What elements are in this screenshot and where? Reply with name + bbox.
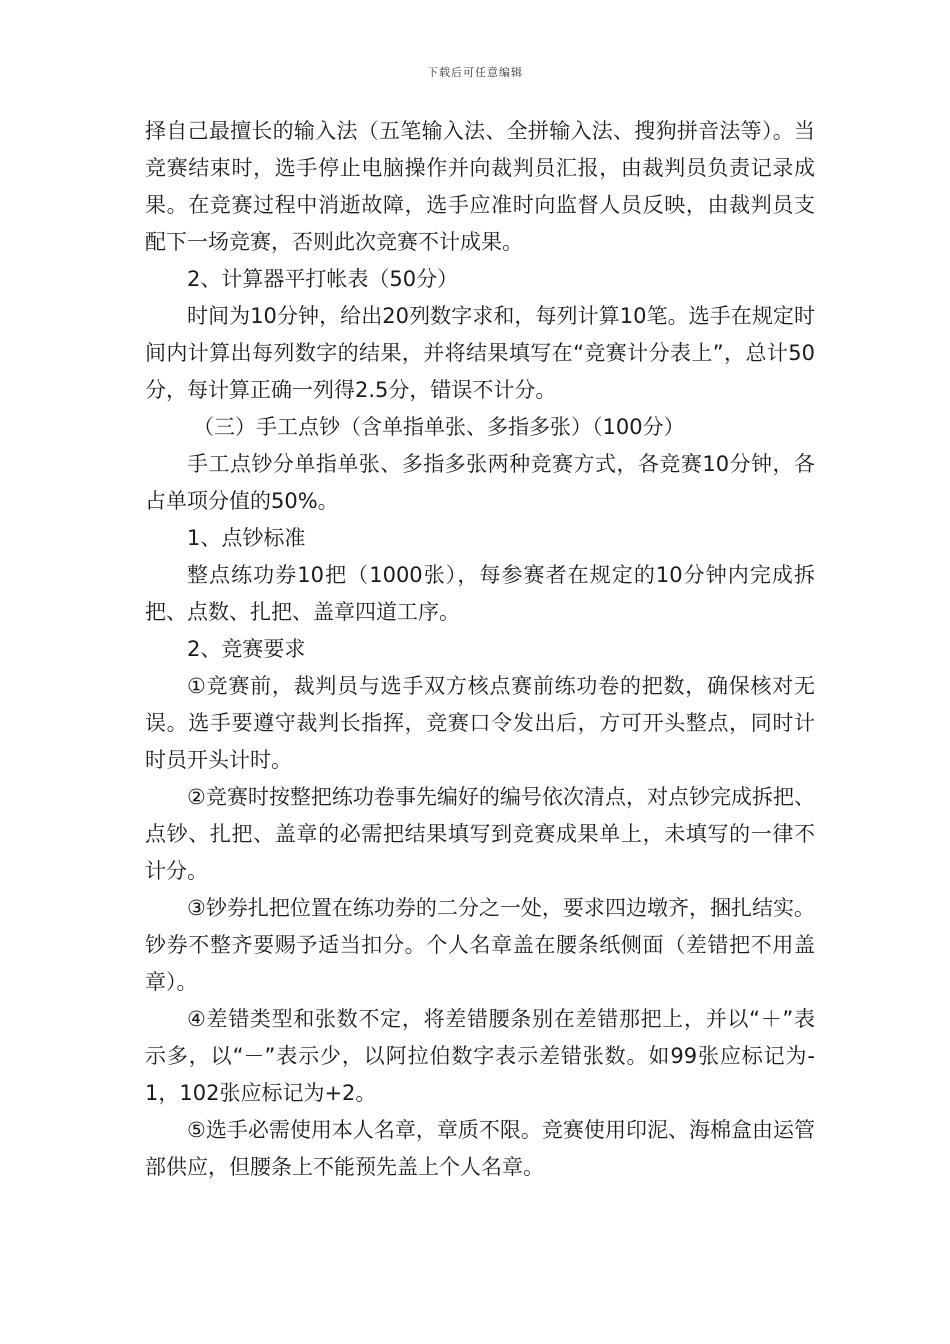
- document-body: [145, 113, 815, 1186]
- heading-calculator: 2、计算器平打帐表（50分）: [187, 267, 459, 291]
- heading-competition-requirements: 2、竞赛要求: [187, 637, 306, 661]
- paragraph-calculator: 时间为10分钟，给出20列数字求和，每列计算10笔。选手在规定时间内计算出每列数字的结果，并将结果填写在“竞赛计分表上”，总计50分，每计算正确一列得2.5分，错误不计分。: [145, 304, 815, 402]
- paragraph-requirement-3: ③钞券扎把位置在练功券的二分之一处，要求四边墩齐，捆扎结实。钞券不整齐要赐予适当扣分。个人名章盖在腰条纸侧面（差错把不用盖章）。: [145, 896, 815, 994]
- paragraph-requirement-2: ②竞赛时按整把练功卷事先编好的编号依次清点，对点钞完成拆把、点钞、扎把、盖章的必需把结果填写到竞赛成果单上，未填写的一律不计分。: [145, 785, 815, 883]
- page-header: 下载后可任意编辑: [427, 66, 523, 79]
- paragraph-input-method: 择自己最擅长的输入法（五笔输入法、全拼输入法、搜狗拼音法等）。当竞赛结束时，选手停止电脑操作并向裁判员汇报，由裁判员负责记录成果。在竞赛过程中消逝故障，选手应准时向监督人员反映，由裁判员支配下一场竞赛，否则此次竞赛不计成果。: [145, 119, 815, 254]
- paragraph-requirement-5: ⑤选手必需使用本人名章，章质不限。竞赛使用印泥、海棉盒由运管部供应，但腰条上不能预先盖上个人名章。: [145, 1118, 815, 1179]
- paragraph-manual-counting: 手工点钞分单指单张、多指多张两种竞赛方式，各竞赛10分钟，各占单项分值的50%。: [145, 452, 815, 513]
- paragraph-requirement-4: ④差错类型和张数不定，将差错腰条别在差错那把上，并以“＋”表示多，以“－”表示少，以阿拉伯数字表示差错张数。如99张应标记为-1，102张应标记为+2。: [145, 1007, 815, 1105]
- paragraph-requirement-1: ①竞赛前，裁判员与选手双方核点赛前练功卷的把数，确保核对无误。选手要遵守裁判长指挥，竞赛口令发出后，方可开头整点，同时计时员开头计时。: [145, 674, 815, 772]
- heading-manual-counting: （三）手工点钞（含单指单张、多指多张）（100分）: [193, 415, 685, 439]
- paragraph-counting-standard: 整点练功券10把（1000张），每参赛者在规定的10分钟内完成拆把、点数、扎把、盖章四道工序。: [145, 563, 815, 624]
- heading-counting-standard: 1、点钞标准: [187, 526, 306, 550]
